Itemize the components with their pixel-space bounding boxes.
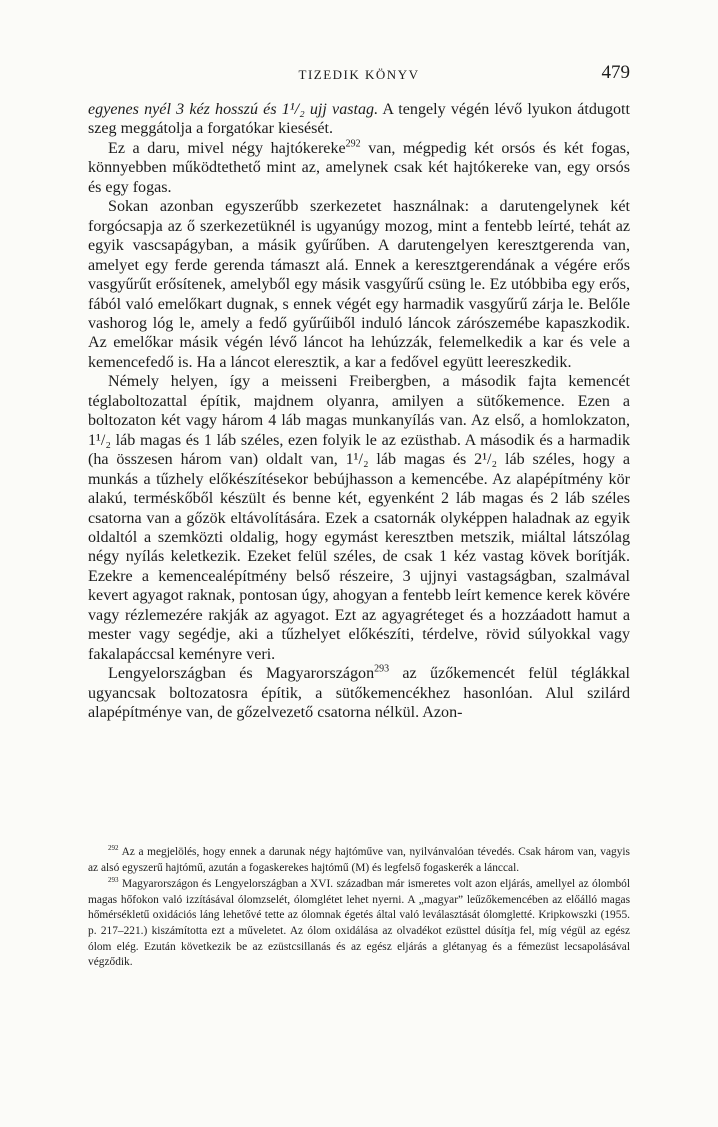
- paragraph-text: az űzőkemencét felül téglákkal ugyancsak boltozatosra építik, a sütőkemencékhez hasonlóan. Alul szilárd alapépítménye van, de gőzelvezető csatorna nélkül. Azon-: [88, 665, 630, 722]
- paragraph: [88, 197, 630, 372]
- paragraph-text: A tengely végén lévő lyukon átdugott szeg meggátolja a forgatókar kiesését.: [88, 101, 630, 138]
- footnote: [88, 845, 630, 876]
- page-header: [88, 64, 630, 88]
- paragraph-text: van, mégpedig két orsós és két fogas, könnyebben működtethető mint az, amelynek csak két hajtókereke van, egy orsós és egy fogas.: [88, 139, 630, 196]
- footnote-reference[interactable]: 293: [374, 663, 390, 675]
- footnotes: [88, 845, 630, 971]
- paragraph: [88, 664, 630, 722]
- footnote-text: Az a megjelölés, hogy ennek a darunak négy hajtóműve van, nyilvánvalóan tévedés. Csak három van, vagyis az alsó egyszerű hajtómű, azután a fogaskerekes hajtómű (M) és legfelső fogaskerék a lánccal.: [88, 846, 630, 874]
- running-title: TIZEDIK KÖNYV: [298, 67, 420, 82]
- footnote-text: Magyarországon és Lengyelországban a XVI. században már ismeretes volt azon eljárás, amellyel az ólomból magas hőfokon való izzításával ólomzselét, ólomglétet lehet nyerni. A „magyar” leűzőkemencében az előálló magas hőmérsékletű oxidációs láng lehetővé tette az ólomnak égetés által való leválasztását ólomgletté. Kripkowszki (1955. p. 217–221.) kiszámította ezt a műveletet. Az ólom oxidálása az olvadékot ezüsttel dúsítja fel, míg végül az egész ólom elég. Ezután következik be az ezüstcsillanás és az egész eljárás a glétanyag és a fémezüst lecsapolásával végződik.: [88, 878, 630, 969]
- paragraph-text: Ez a daru, mivel négy hajtókereke: [108, 139, 346, 157]
- footnote: [88, 877, 630, 971]
- paragraph-text: Sokan azonban egyszerűbb szerkezetet használnak: a darutengelynek két forgócsapja az ő szerkezetüknél is ugyanúgy mozog, mint a fentebb leírté, tehát az egyik vascsapágyban, a másik gyűrűben. A darutengelyen keresztgerenda van, amelyet egy ferde gerenda támaszt alá. Ennek a keresztgerendának a végére erős vasgyűrűt erősítenek, amelyből egy másik vasgyűrű csüng le. Ez utóbbiba egy erős, fából való emelőkart dugnak, s ennek végét egy harmadik vasgyűrű zárja le. Belőle vashorog lóg le, amely a fedő gyűrűiből induló láncok zárószemébe kapaszkodik. Az emelőkar másik végén lévő láncot ha lehúzzák, felemelkedik a kar és vele a kemencefedő is. Ha a láncot eleresztik, a kar a fedővel együtt leereszkedik.: [88, 198, 630, 371]
- paragraph-text: Lengyelországban és Magyarországon: [108, 665, 375, 683]
- paragraph: [88, 372, 630, 664]
- page-number: 479: [601, 62, 630, 83]
- footnote-number: 292: [108, 844, 119, 853]
- paragraph: [88, 139, 630, 197]
- footnote-number: 293: [108, 876, 119, 885]
- paragraph: [88, 100, 630, 139]
- footnote-reference[interactable]: 292: [345, 138, 361, 150]
- paragraph-text: Némely helyen, így a meisseni Freibergben, a második fajta kemencét téglaboltozattal építik, majdnem olyanra, amilyen a sütőkemence. Ezen a boltozaton két vagy három 4 láb magas munkanyílás van. Az első, a homlokzaton, 1¹/₂ láb magas és 1 láb széles, ezen folyik le az ezüsthab. A második és a harmadik (ha összesen három van) oldalt van, 1¹/₂ láb magas és 2¹/₂ láb széles, hogy a munkás a tűzhely előkészítésekor bebújhasson a kemencébe. Az alapépítmény kör alakú, terméskőből készült és benne két, egyenként 2 láb magas és 2 láb széles csatorna van a gőzök eltávolítására. Ezek a csatornák olyképpen haladnak az egyik oldaltól a szemközti oldalig, hogy egymást keresztben metszik, miáltal látszólag négy nyílás keletkezik. Ezeket felül széles, de csak 1 kéz vastag kövek borítják. Ezekre a kemencealépítmény belső részeire, 3 ujjnyi vastagságban, szalmával kevert agyagot raknak, pontosan úgy, ahogyan a fentebb leírt kemence kerek kövére vagy rézlemezére rakják az agyagot. Ezt az agyagréteget és a hozzáadott hamut a mester vagy segédje, aki a tűzhelyet előkészíti, térdelve, rövid súlyokkal vagy fakalapáccsal keményre veri.: [88, 373, 630, 663]
- italic-lead: egyenes nyél 3 kéz hosszú és 1¹/₂ ujj vastag.: [88, 101, 379, 118]
- main-text: [88, 100, 630, 723]
